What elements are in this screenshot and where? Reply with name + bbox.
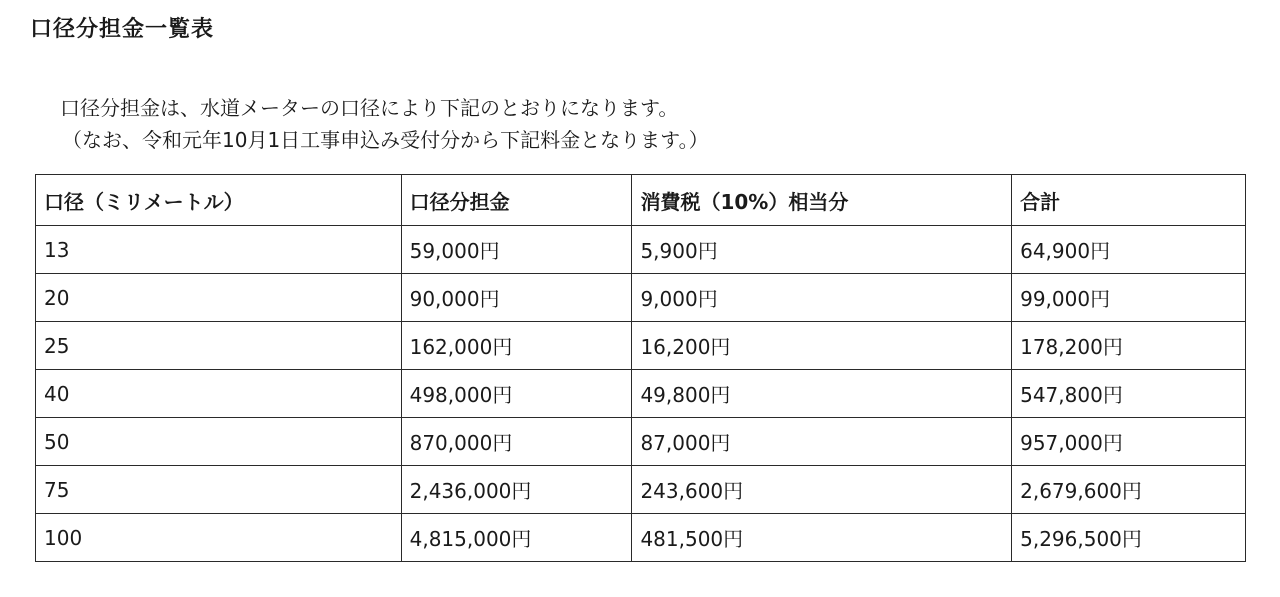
cell-diameter: 40	[36, 370, 402, 418]
table-header-row	[36, 175, 1246, 226]
header-total: 合計	[1012, 175, 1246, 226]
cell-diameter: 20	[36, 274, 402, 322]
cell-tax: 5,900円	[632, 226, 1012, 274]
intro-line-1: 口径分担金は、水道メーターの口径により下記のとおりになります。	[60, 96, 679, 120]
cell-fee: 59,000円	[401, 226, 632, 274]
cell-fee: 4,815,000円	[401, 514, 632, 562]
cell-diameter: 75	[36, 466, 402, 514]
table-row	[36, 370, 1246, 418]
table-row	[36, 466, 1246, 514]
cell-fee: 162,000円	[401, 322, 632, 370]
table-row	[36, 226, 1246, 274]
cell-tax: 481,500円	[632, 514, 1012, 562]
table-row	[36, 418, 1246, 466]
cell-total: 2,679,600円	[1012, 466, 1246, 514]
cell-tax: 87,000円	[632, 418, 1012, 466]
header-fee: 口径分担金	[401, 175, 632, 226]
cell-fee: 870,000円	[401, 418, 632, 466]
cell-total: 64,900円	[1012, 226, 1246, 274]
header-tax: 消費税（10%）相当分	[632, 175, 1012, 226]
cell-total: 5,296,500円	[1012, 514, 1246, 562]
page-title: 口径分担金一覧表	[30, 17, 215, 42]
cell-total: 99,000円	[1012, 274, 1246, 322]
fee-table	[35, 174, 1246, 562]
intro-text	[60, 92, 709, 156]
cell-total: 957,000円	[1012, 418, 1246, 466]
cell-fee: 90,000円	[401, 274, 632, 322]
cell-diameter: 25	[36, 322, 402, 370]
cell-fee: 498,000円	[401, 370, 632, 418]
cell-tax: 49,800円	[632, 370, 1012, 418]
cell-diameter: 100	[36, 514, 402, 562]
table-row	[36, 514, 1246, 562]
intro-line-2: （なお、令和元年10月1日工事申込み受付分から下記料金となります。）	[62, 128, 709, 152]
header-diameter: 口径（ミリメートル）	[36, 175, 402, 226]
table-row	[36, 274, 1246, 322]
cell-diameter: 50	[36, 418, 402, 466]
cell-tax: 9,000円	[632, 274, 1012, 322]
cell-total: 547,800円	[1012, 370, 1246, 418]
cell-tax: 16,200円	[632, 322, 1012, 370]
cell-total: 178,200円	[1012, 322, 1246, 370]
cell-tax: 243,600円	[632, 466, 1012, 514]
table-row	[36, 322, 1246, 370]
cell-diameter: 13	[36, 226, 402, 274]
cell-fee: 2,436,000円	[401, 466, 632, 514]
